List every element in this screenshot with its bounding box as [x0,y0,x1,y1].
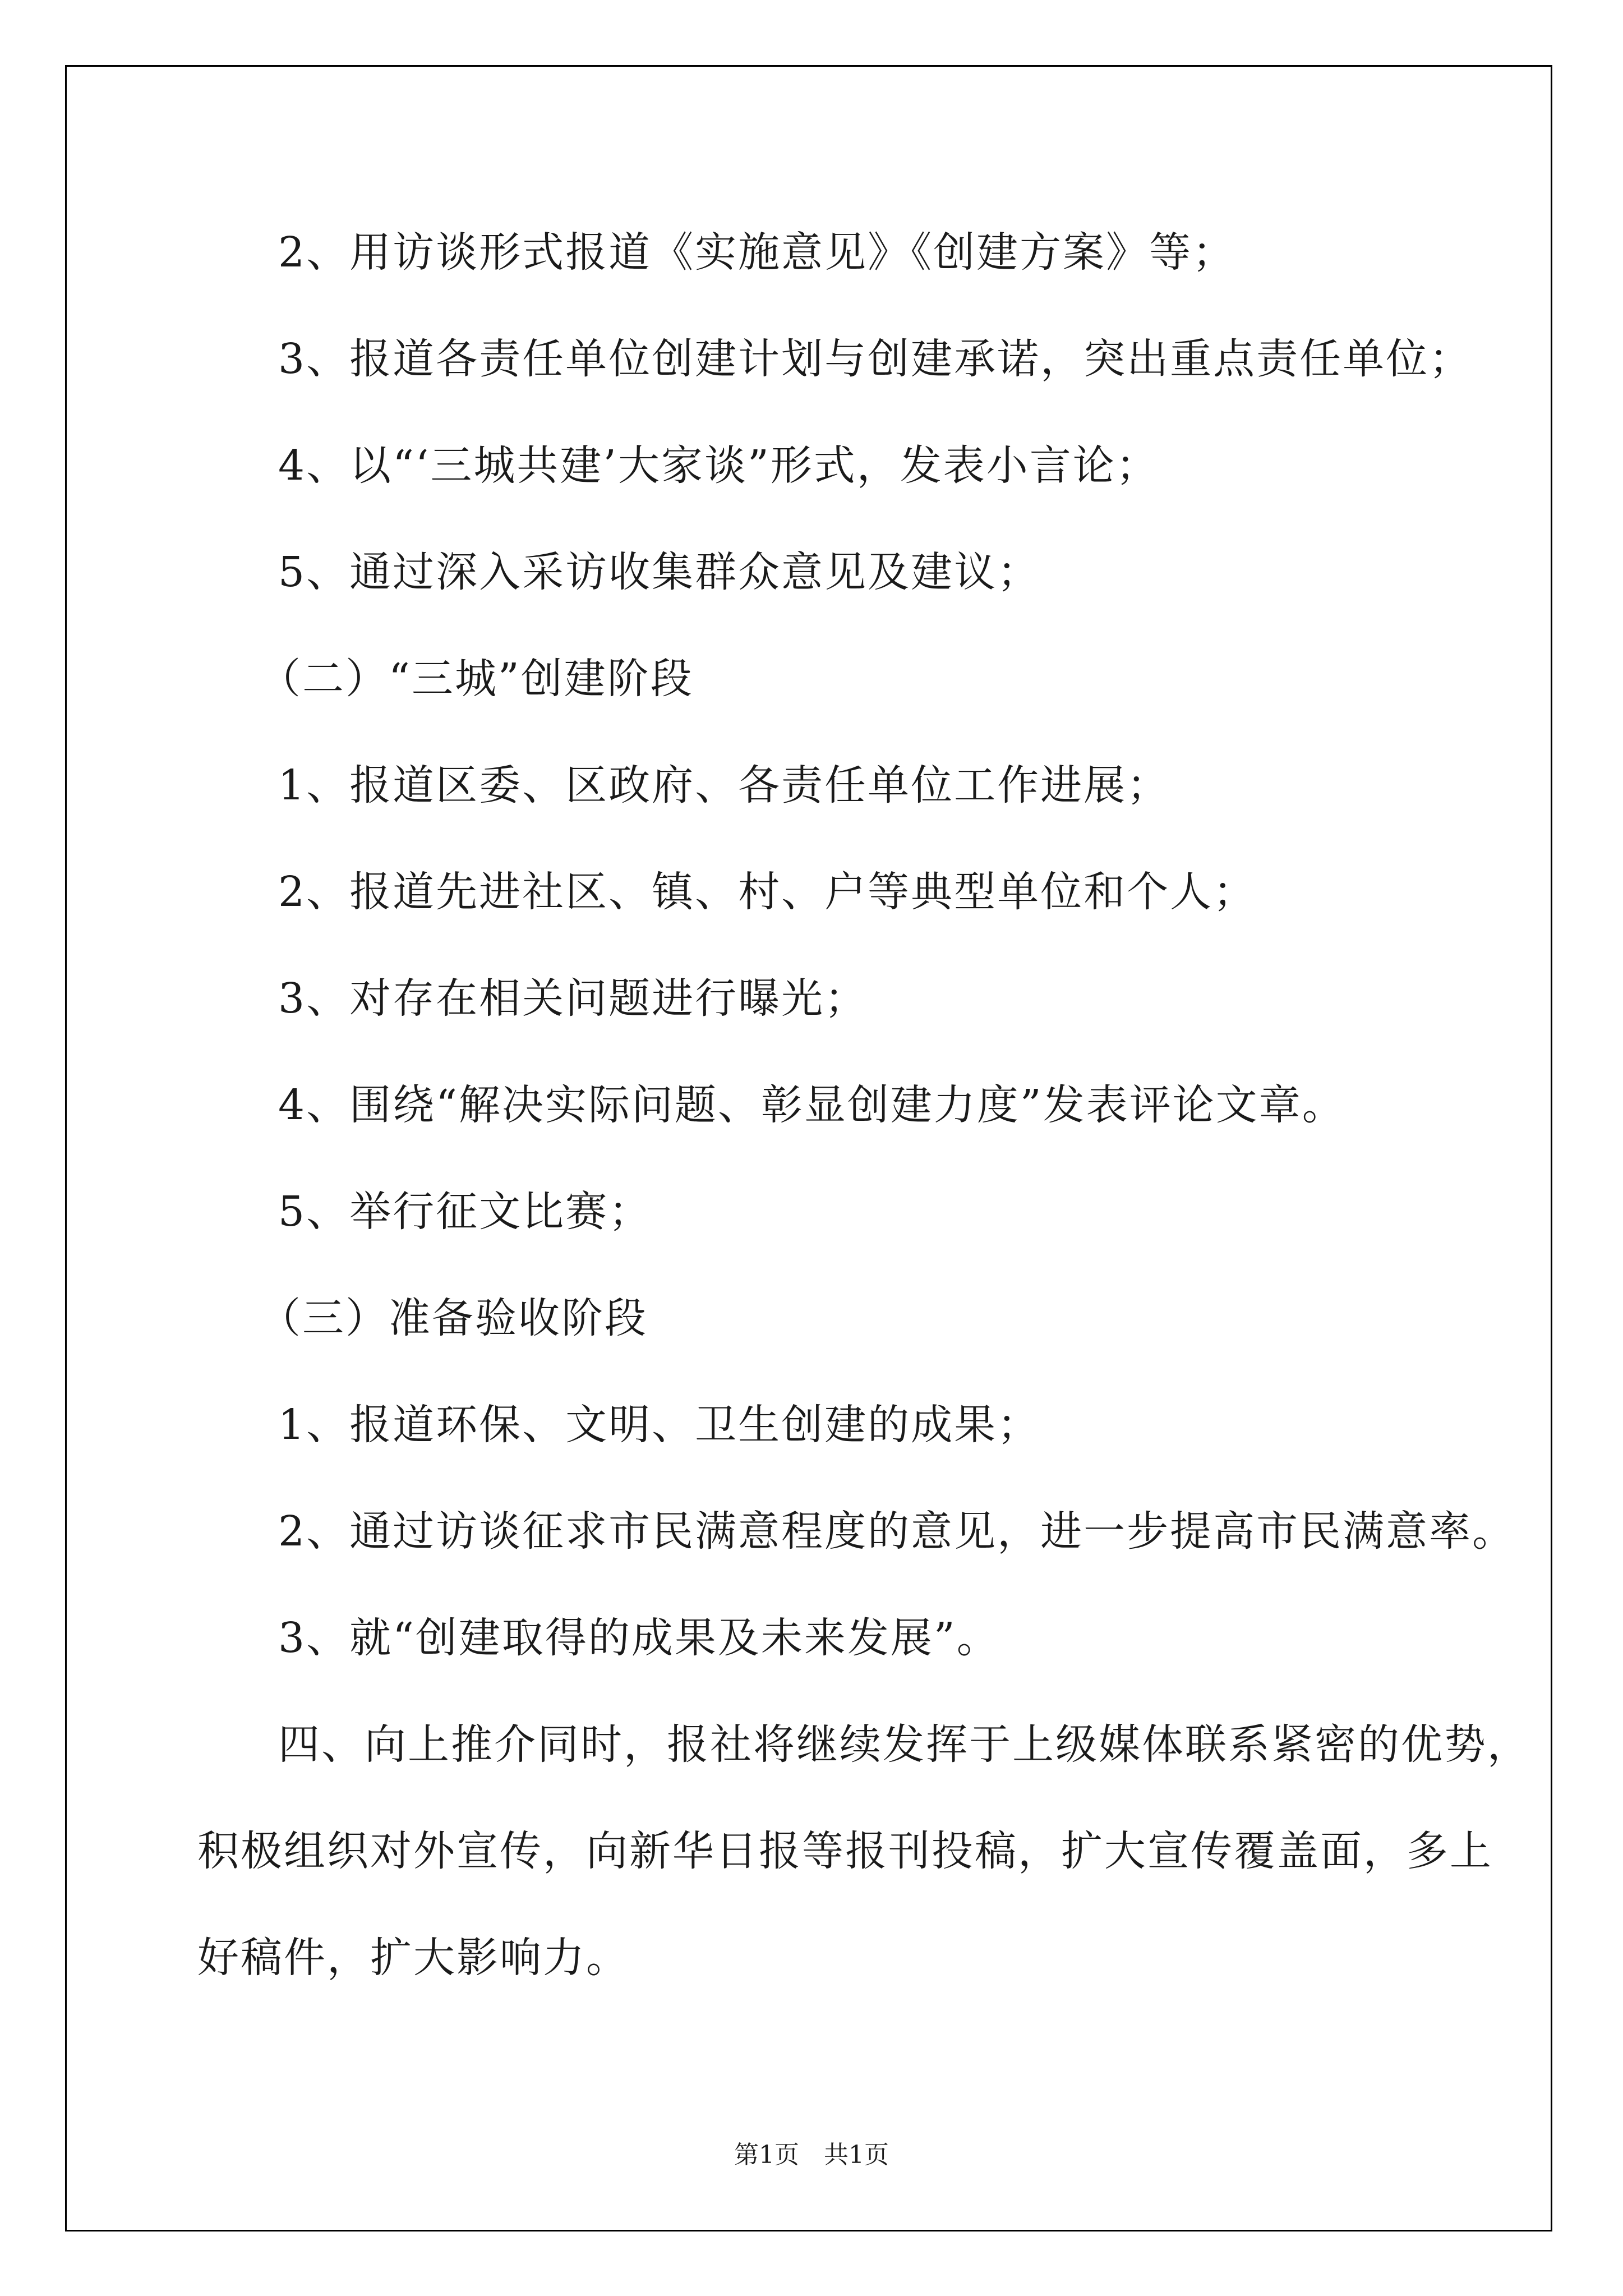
list-item: 2、用访谈形式报道《实施意见》《创建方案》等； [278,228,1236,277]
section-heading: （二）“三城”创建阶段 [259,655,694,703]
page-border [65,65,1552,2231]
list-item: 3、对存在相关问题进行曝光； [278,974,868,1023]
list-item: 1、报道区委、区政府、各责任单位工作进展； [278,761,1170,809]
paragraph-line: 好稿件，扩大影响力。 [197,1934,629,1982]
list-item: 2、报道先进社区、镇、村、户等典型单位和个人； [278,868,1257,916]
list-item: 4、以“‘三城共建’大家谈”形式，发表小言论； [278,441,1159,490]
list-item: 1、报道环保、文明、卫生创建的成果； [278,1401,1041,1449]
list-item: 3、报道各责任单位创建计划与创建承诺，突出重点责任单位； [278,335,1473,383]
list-item: 4、围绕“解决实际问题、彰显创建力度”发表评论文章。 [278,1081,1345,1129]
page-number: 第1页 共1页 [734,2141,889,2169]
section-heading: （三）准备验收阶段 [259,1294,648,1342]
list-item: 5、举行征文比赛； [278,1188,652,1236]
paragraph-line: 四、向上推介同时，报社将继续发挥于上级媒体联系紧密的优势， [278,1720,1530,1769]
list-item: 2、通过访谈征求市民满意程度的意见，进一步提高市民满意率。 [278,1507,1516,1556]
list-item: 5、通过深入采访收集群众意见及建议； [278,548,1041,596]
paragraph-line: 积极组织对外宣传，向新华日报等报刊投稿，扩大宣传覆盖面，多上 [197,1827,1493,1875]
list-item: 3、就“创建取得的成果及未来发展”。 [278,1614,1000,1662]
